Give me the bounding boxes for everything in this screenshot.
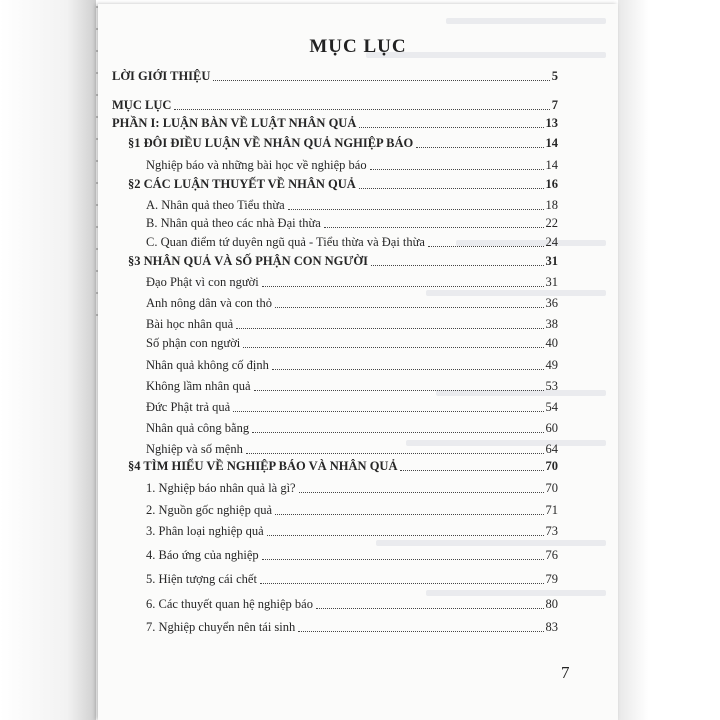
dot-leader <box>260 583 544 584</box>
dot-leader <box>275 307 543 308</box>
dot-leader <box>370 169 544 170</box>
toc-entry-title: 5. Hiện tượng cái chết <box>146 572 257 586</box>
dot-leader <box>243 347 543 348</box>
toc-entry-page: 53 <box>545 379 558 393</box>
dot-leader <box>288 209 544 210</box>
toc-entry <box>146 199 558 212</box>
toc-entry-page: 31 <box>545 254 558 268</box>
toc-entry <box>128 137 558 150</box>
dot-leader <box>359 127 543 128</box>
toc-entry-page: 13 <box>545 116 558 130</box>
toc-entry <box>146 217 558 230</box>
toc-entry-title: Đạo Phật vì con người <box>146 275 259 289</box>
book-right-edge <box>618 0 720 720</box>
dot-leader <box>262 559 544 560</box>
toc-entry <box>146 573 558 586</box>
toc-entry-title: MỤC LỤC <box>112 98 172 112</box>
toc-entry-title: §4 TÌM HIỂU VỀ NGHIỆP BÁO VÀ NHÂN QUẢ <box>128 459 398 473</box>
toc-entry <box>146 359 558 372</box>
toc-entry <box>112 99 558 112</box>
toc-entry-page: 54 <box>545 400 558 414</box>
toc-entry-title: A. Nhân quả theo Tiểu thừa <box>146 198 285 212</box>
toc-entry-page: 83 <box>545 620 558 634</box>
dot-leader <box>233 411 543 412</box>
toc-entry-title: 7. Nghiệp chuyển nên tái sinh <box>146 620 296 634</box>
dot-leader <box>299 492 544 493</box>
dot-leader <box>267 535 544 536</box>
dot-leader <box>272 369 544 370</box>
toc-entry <box>112 117 558 130</box>
toc-entry-title: §3 NHÂN QUẢ VÀ SỐ PHẬN CON NGƯỜI <box>128 254 368 268</box>
toc-entry-title: §2 CÁC LUẬN THUYẾT VỀ NHÂN QUẢ <box>128 177 356 191</box>
toc-entry-page: 38 <box>545 317 558 331</box>
book-page <box>98 4 618 720</box>
toc-entry <box>128 178 558 191</box>
dot-leader <box>254 390 544 391</box>
toc-entry-page: 24 <box>545 235 558 249</box>
toc-entry-title: Nghiệp và số mệnh <box>146 442 243 456</box>
toc-entry <box>112 70 558 83</box>
toc-entry <box>146 443 558 456</box>
toc-entry-page: 70 <box>545 459 558 473</box>
toc-entry-title: 4. Báo ứng của nghiệp <box>146 548 259 562</box>
toc-entry <box>146 318 558 331</box>
toc-entry-page: 14 <box>545 136 558 150</box>
toc-entry <box>128 460 558 473</box>
dot-leader <box>359 188 544 189</box>
toc-entry-title: 2. Nguồn gốc nghiệp quả <box>146 503 273 517</box>
toc-entry-title: Không lầm nhân quả <box>146 379 251 393</box>
dot-leader <box>213 80 549 81</box>
table-of-contents <box>98 4 618 720</box>
toc-entry <box>146 236 558 249</box>
toc-entry-page: 71 <box>545 503 558 517</box>
toc-entry <box>146 276 558 289</box>
toc-entry-page: 14 <box>545 158 558 172</box>
toc-entry <box>146 525 558 538</box>
dot-leader <box>252 432 543 433</box>
toc-entry-page: 22 <box>545 216 558 230</box>
toc-entry-title: Số phận con người <box>146 336 241 350</box>
dot-leader <box>416 147 543 148</box>
book-left-edge <box>0 0 96 720</box>
toc-entry <box>146 159 558 172</box>
toc-entry-page: 60 <box>545 421 558 435</box>
toc-entry <box>146 337 558 350</box>
toc-entry-page: 40 <box>545 336 558 350</box>
dot-leader <box>298 631 543 632</box>
toc-entry <box>146 422 558 435</box>
toc-entry-title: Anh nông dân và con thỏ <box>146 296 273 310</box>
toc-entry <box>146 482 558 495</box>
dot-leader <box>400 470 543 471</box>
dot-leader <box>174 109 549 110</box>
toc-entry-page: 5 <box>551 69 558 83</box>
toc-entry-page: 31 <box>545 275 558 289</box>
toc-entry <box>146 549 558 562</box>
dot-leader <box>316 608 544 609</box>
toc-entry-page: 64 <box>545 442 558 456</box>
toc-entry-title: LỜI GIỚI THIỆU <box>112 69 211 83</box>
dot-leader <box>236 328 543 329</box>
page-title: MỤC LỤC <box>309 36 407 57</box>
dot-leader <box>324 227 544 228</box>
toc-entry-page: 49 <box>545 358 558 372</box>
toc-entry-title: Nhân quả không cố định <box>146 358 269 372</box>
toc-entry-title: 3. Phân loại nghiệp quả <box>146 524 264 538</box>
toc-entry-page: 70 <box>545 481 558 495</box>
toc-entry-page: 16 <box>545 177 558 191</box>
dot-leader <box>262 286 544 287</box>
toc-entry <box>146 621 558 634</box>
toc-entry-page: 73 <box>545 524 558 538</box>
toc-entry-title: C. Quan điểm tứ duyên ngũ quả - Tiểu thừa và Đại thừa <box>146 235 425 249</box>
dot-leader <box>428 246 544 247</box>
toc-entry <box>128 255 558 268</box>
toc-entry-page: 18 <box>545 198 558 212</box>
toc-entry-page: 76 <box>545 548 558 562</box>
dot-leader <box>371 265 544 266</box>
toc-entry <box>146 598 558 611</box>
toc-entry <box>146 297 558 310</box>
toc-entry-title: 1. Nghiệp báo nhân quả là gì? <box>146 481 296 495</box>
toc-entry-title: §1 ĐÔI ĐIỀU LUẬN VỀ NHÂN QUẢ NGHIỆP BÁO <box>128 136 414 150</box>
toc-entry <box>146 380 558 393</box>
dot-leader <box>275 514 543 515</box>
toc-entry-title: Bài học nhân quả <box>146 317 234 331</box>
toc-entry-title: Đức Phật trả quả <box>146 400 231 414</box>
toc-entry-page: 7 <box>551 98 558 112</box>
toc-entry-page: 79 <box>545 572 558 586</box>
toc-entry-page: 36 <box>545 296 558 310</box>
toc-entry-title: PHẦN I: LUẬN BÀN VỀ LUẬT NHÂN QUẢ <box>112 116 357 130</box>
toc-entry-title: Nhân quả công bằng <box>146 421 250 435</box>
toc-entry <box>146 401 558 414</box>
toc-entry-title: Nghiệp báo và những bài học về nghiệp báo <box>146 158 367 172</box>
toc-entry-title: B. Nhân quả theo các nhà Đại thừa <box>146 216 321 230</box>
dot-leader <box>246 453 544 454</box>
page-number: 7 <box>561 663 570 682</box>
toc-entry <box>146 504 558 517</box>
toc-entry-title: 6. Các thuyết quan hệ nghiệp báo <box>146 597 313 611</box>
toc-entry-page: 80 <box>545 597 558 611</box>
